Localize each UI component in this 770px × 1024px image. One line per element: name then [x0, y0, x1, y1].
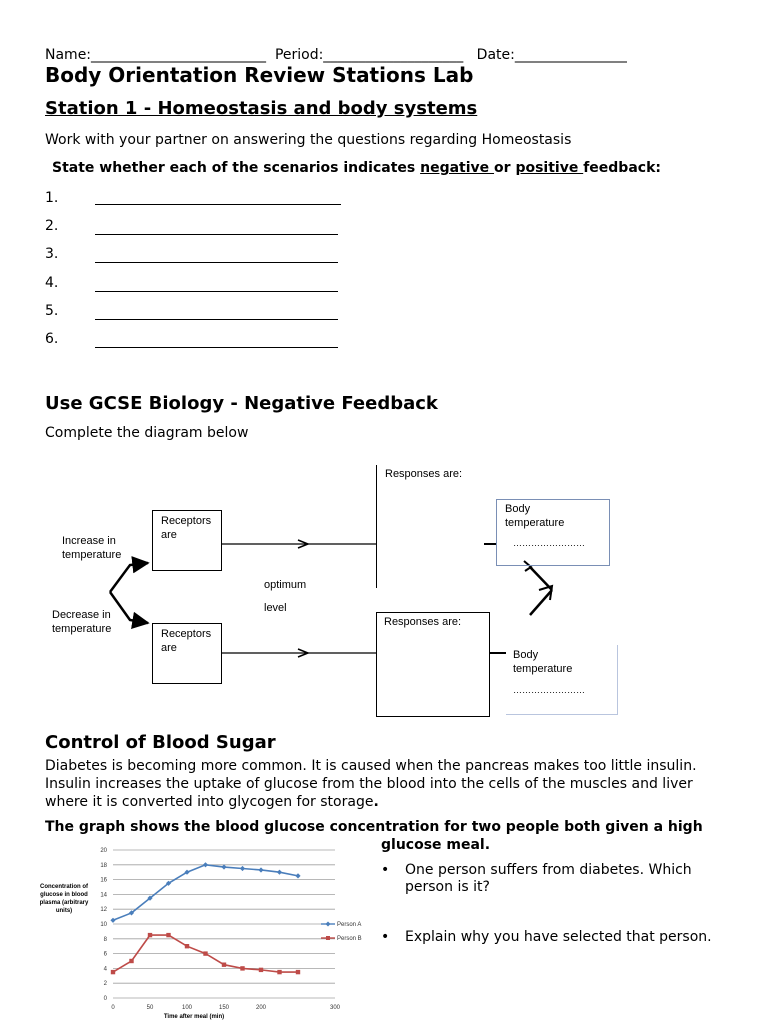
answer-line[interactable] — [95, 319, 338, 320]
legend-marker — [326, 922, 331, 927]
question-2-text: Explain why you have selected that person. — [405, 929, 712, 945]
arrow-up — [110, 563, 148, 592]
answer-number: 3. — [45, 246, 59, 262]
y-axis-label: glucose in blood — [40, 892, 88, 898]
name-field: Name:_________________________ — [45, 47, 267, 63]
decrease-label-2: temperature — [52, 623, 112, 635]
answer-line[interactable] — [95, 204, 341, 205]
data-point — [277, 870, 282, 875]
temperature-label: temperature — [505, 517, 565, 529]
data-point — [258, 867, 263, 872]
answer-number: 1. — [45, 190, 59, 206]
paragraph-period: . — [373, 794, 379, 810]
feedback-instruction — [52, 160, 661, 176]
bullet-icon: • — [381, 929, 390, 945]
legend-marker — [326, 936, 330, 940]
diabetes-paragraph — [45, 757, 697, 811]
optimum-label: optimum — [264, 579, 307, 591]
data-point — [148, 933, 152, 937]
x-tick-label: 50 — [146, 1005, 154, 1011]
legend-label: Person B — [337, 936, 362, 942]
data-point — [240, 966, 244, 970]
y-tick-label: 8 — [103, 936, 107, 943]
increase-label-2: temperature — [62, 549, 122, 561]
data-point — [203, 951, 207, 955]
question-1-line: One person suffers from diabetes. Which — [405, 862, 692, 878]
responses-label: Responses are: — [385, 468, 463, 480]
graph-intro-2: glucose meal. — [381, 837, 491, 853]
feedback-word: feedback: — [583, 160, 661, 176]
increase-label — [62, 534, 121, 562]
paragraph-line: Diabetes is becoming more common. It is caused when the pancreas makes too little insulin. — [45, 758, 697, 774]
data-point — [240, 866, 245, 871]
temperature-label: temperature — [513, 663, 573, 675]
y-tick-label: 4 — [103, 966, 107, 973]
data-point — [166, 933, 170, 937]
feedback-diagram — [0, 455, 770, 725]
negative-feedback-heading: Use GCSE Biology - Negative Feedback — [45, 393, 438, 414]
answer-number: 4. — [45, 275, 59, 291]
responses-box-bottom[interactable] — [376, 612, 490, 717]
bullet-icon: • — [381, 862, 390, 878]
y-tick-label: 10 — [100, 922, 107, 928]
data-point — [203, 862, 208, 867]
y-tick-label: 6 — [103, 951, 107, 958]
blood-sugar-heading: Control of Blood Sugar — [45, 732, 276, 753]
data-point — [222, 963, 226, 967]
x-tick-label: 200 — [255, 1005, 267, 1011]
answer-line[interactable] — [95, 262, 338, 263]
arrow-right-up — [530, 590, 552, 615]
diagram-instruction: Complete the diagram below — [45, 425, 249, 441]
data-point — [111, 970, 115, 974]
page-title: Body Orientation Review Stations Lab — [45, 63, 474, 87]
body-temp-box-bottom[interactable] — [506, 645, 618, 715]
body-temp-box-top[interactable] — [496, 499, 610, 566]
glucose-chart — [30, 842, 380, 1022]
series-line-person-a — [113, 865, 298, 921]
paragraph-line: where it is converted into glycogen for storage — [45, 794, 374, 810]
receptors-are: are — [161, 529, 177, 541]
responses-box-top[interactable] — [376, 465, 487, 588]
legend-label: Person A — [337, 922, 362, 928]
y-tick-label: 20 — [100, 848, 107, 854]
station1-heading: Station 1 - Homeostasis and body systems — [45, 98, 478, 119]
x-tick-label: 100 — [181, 1005, 193, 1011]
receptors-box-top[interactable] — [152, 510, 222, 571]
dots-blank: …………………… — [513, 538, 585, 548]
station1-intro: Work with your partner on answering the questions regarding Homeostasis — [45, 132, 572, 148]
decrease-label — [52, 608, 111, 636]
y-tick-label: 12 — [100, 907, 107, 914]
answer-line[interactable] — [95, 291, 338, 292]
question-2 — [381, 929, 712, 946]
data-point — [110, 918, 115, 923]
dots-blank: …………………… — [513, 685, 585, 695]
data-point — [129, 959, 133, 963]
y-axis-label: Concentration of — [40, 884, 88, 890]
y-axis-label: plasma (arbitrary — [39, 900, 89, 906]
level-label: level — [264, 602, 287, 614]
x-tick-label: 300 — [329, 1005, 341, 1011]
x-axis-label: Time after meal (min) — [163, 1014, 225, 1020]
receptors-are: are — [161, 642, 177, 654]
answer-number: 6. — [45, 331, 59, 347]
positive-word: positive — [515, 160, 584, 176]
y-tick-label: 16 — [100, 877, 107, 884]
y-axis-label: units) — [55, 908, 73, 914]
negative-word: negative — [420, 160, 495, 176]
receptors-label: Receptors — [161, 515, 212, 527]
x-tick-label: 0 — [111, 1005, 115, 1011]
answer-number: 2. — [45, 218, 59, 234]
answer-number: 5. — [45, 303, 59, 319]
increase-label-1: Increase in — [62, 535, 116, 547]
data-point — [296, 970, 300, 974]
answer-line[interactable] — [95, 234, 338, 235]
answer-line[interactable] — [95, 347, 338, 348]
responses-label: Responses are: — [384, 616, 462, 628]
data-point — [277, 970, 281, 974]
graph-intro: The graph shows the blood glucose concentration for two people both given a high — [45, 819, 703, 835]
data-point — [295, 873, 300, 878]
y-tick-label: 14 — [100, 892, 107, 899]
period-field: Period:____________________ — [274, 47, 464, 63]
data-point — [259, 968, 263, 972]
question-1-line: person is it? — [405, 879, 490, 895]
body-temp-label: Body — [513, 649, 539, 661]
y-tick-label: 0 — [103, 996, 107, 1002]
receptors-box-bottom[interactable] — [152, 623, 222, 684]
body-temp-label: Body — [505, 503, 531, 515]
instruction-text: State whether each of the scenarios indicates — [52, 160, 421, 176]
y-tick-label: 18 — [100, 862, 107, 869]
decrease-label-1: Decrease in — [52, 609, 111, 621]
receptors-label: Receptors — [161, 628, 212, 640]
data-point — [185, 944, 189, 948]
date-field: Date:________________ — [476, 47, 627, 63]
or-word: or — [494, 160, 516, 176]
arrow-down — [110, 592, 148, 623]
x-tick-label: 150 — [218, 1005, 230, 1011]
y-tick-label: 2 — [103, 981, 107, 988]
question-1 — [381, 862, 692, 896]
header-fields — [45, 47, 627, 63]
paragraph-line: Insulin increases the uptake of glucose from the blood into the cells of the muscles and liver — [45, 776, 693, 792]
data-point — [221, 864, 226, 869]
